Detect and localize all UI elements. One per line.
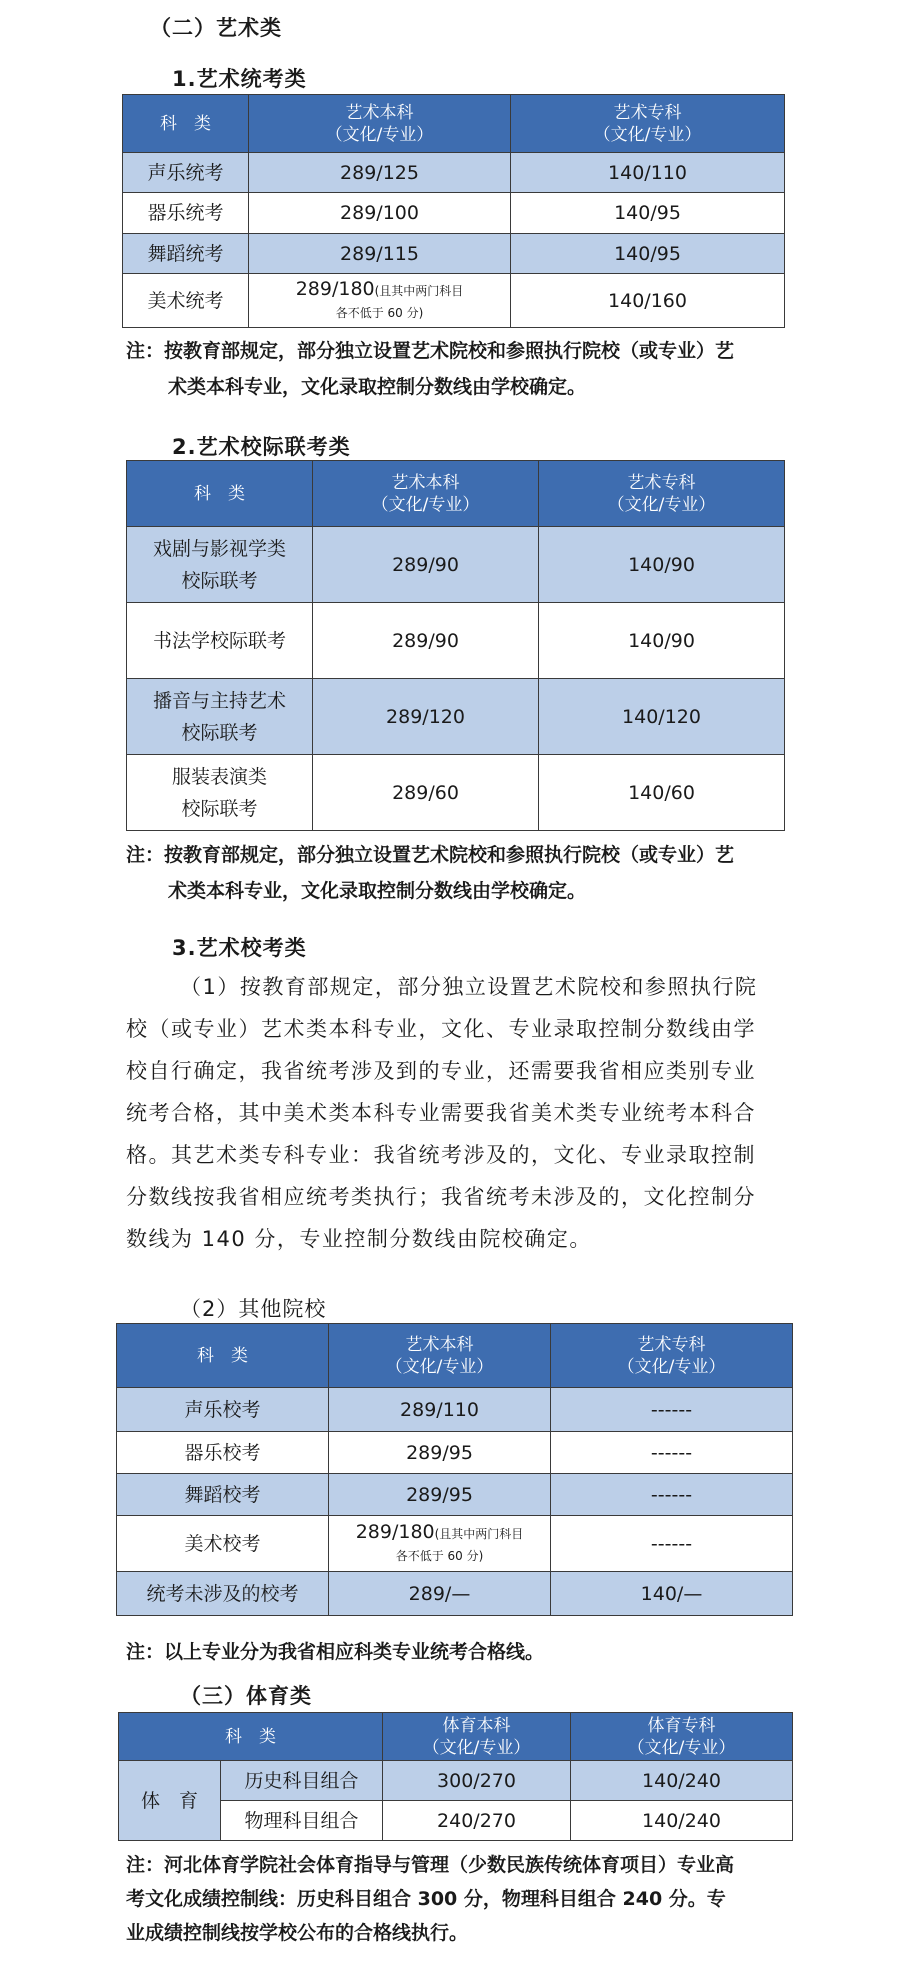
table-sports [118, 1712, 793, 1841]
cell-college: 140/240 [571, 1801, 793, 1841]
art-school-exam-paragraph [126, 966, 826, 1260]
cell-category: 播音与主持艺术 校际联考 [127, 679, 313, 755]
cell-college: ------ [551, 1432, 793, 1474]
table-row [117, 1432, 793, 1474]
cell-category: 书法学校际联考 [127, 603, 313, 679]
cell-value: 289/180 [295, 277, 375, 300]
para-line: 校自行确定，我省统考涉及到的专业，还需要我省相应类别专业 [126, 1059, 756, 1083]
table2-title: 2.艺术校际联考类 [172, 435, 351, 459]
other-schools-title: （2）其他院校 [180, 1297, 327, 1321]
note-line: 考文化成绩控制线：历史科目组合 300 分，物理科目组合 240 分。专 [126, 1888, 726, 1910]
cell-undergrad: 289/125 [249, 153, 511, 193]
table-header-row [127, 461, 785, 527]
cell-college: 140/95 [511, 193, 785, 234]
table-row [127, 755, 785, 831]
table-row [117, 1474, 793, 1516]
table1-note-line1: 注：按教育部规定，部分独立设置艺术院校和参照执行院校（或专业）艺 [126, 340, 735, 362]
cell-undergrad: 289/— [329, 1572, 551, 1616]
cell-college: ------ [551, 1516, 793, 1572]
cell-undergrad: 240/270 [383, 1801, 571, 1841]
cell-undergrad: 289/115 [249, 234, 511, 274]
cell-sports-category: 体 育 [119, 1761, 221, 1841]
para-line: 格。其艺术类专科专业：我省统考涉及的，文化、专业录取控制 [126, 1143, 756, 1167]
cell-category: 器乐统考 [123, 193, 249, 234]
table3-title: 3.艺术校考类 [172, 936, 307, 960]
table2-note-line1: 注：按教育部规定，部分独立设置艺术院校和参照执行院校（或专业）艺 [126, 844, 735, 866]
header-category: 科 类 [117, 1324, 329, 1388]
cell-footnote: (且其中两门科目 [374, 283, 464, 298]
cell-footnote-2: 各不低于 60 分) [395, 1548, 484, 1563]
table-header-row [123, 95, 785, 153]
cell-college: ------ [551, 1388, 793, 1432]
table-row [119, 1761, 793, 1801]
section-title-art: （二）艺术类 [150, 16, 282, 40]
cell-category: 统考未涉及的校考 [117, 1572, 329, 1616]
header-undergrad: 艺术本科 （文化/专业） [313, 461, 539, 527]
table-row [123, 274, 785, 328]
header-college: 体育专科 （文化/专业） [571, 1713, 793, 1761]
cell-college: ------ [551, 1474, 793, 1516]
table-row [123, 153, 785, 193]
cell-category: 舞蹈统考 [123, 234, 249, 274]
cell-subject-combo: 历史科目组合 [221, 1761, 383, 1801]
cell-college: 140/— [551, 1572, 793, 1616]
cell-college: 140/90 [539, 603, 785, 679]
cell-subject-combo: 物理科目组合 [221, 1801, 383, 1841]
cell-undergrad: 289/110 [329, 1388, 551, 1432]
cell-college: 140/60 [539, 755, 785, 831]
table-row [119, 1801, 793, 1841]
header-college: 艺术专科 （文化/专业） [551, 1324, 793, 1388]
cell-category: 美术统考 [123, 274, 249, 328]
table-row [127, 527, 785, 603]
note-line: 注：河北体育学院社会体育指导与管理（少数民族传统体育项目）专业高 [126, 1854, 735, 1876]
table4-note [126, 1848, 846, 1950]
cell-category: 戏剧与影视学类 校际联考 [127, 527, 313, 603]
table-row [123, 234, 785, 274]
cell-footnote-2: 各不低于 60 分) [335, 305, 424, 320]
cell-undergrad: 289/120 [313, 679, 539, 755]
para-line: 校（或专业）艺术类本科专业，文化、专业录取控制分数线由学 [126, 1017, 756, 1041]
cell-category: 舞蹈校考 [117, 1474, 329, 1516]
cell-undergrad [329, 1516, 551, 1572]
cell-undergrad [249, 274, 511, 328]
header-category: 科 类 [119, 1713, 383, 1761]
section-title-sports: （三）体育类 [180, 1684, 312, 1708]
header-college: 艺术专科 （文化/专业） [539, 461, 785, 527]
table3-note: 注：以上专业分为我省相应科类专业统考合格线。 [126, 1641, 545, 1663]
table-row [117, 1572, 793, 1616]
table-row [127, 679, 785, 755]
para-line: 数线为 140 分，专业控制分数线由院校确定。 [126, 1227, 592, 1251]
table-art-joint [126, 460, 785, 831]
table1-title: 1.艺术统考类 [172, 67, 307, 91]
table-row [117, 1388, 793, 1432]
cell-college: 140/120 [539, 679, 785, 755]
cell-category: 美术校考 [117, 1516, 329, 1572]
header-category: 科 类 [127, 461, 313, 527]
cell-undergrad: 289/90 [313, 527, 539, 603]
cell-category: 器乐校考 [117, 1432, 329, 1474]
cell-college: 140/240 [571, 1761, 793, 1801]
cell-college: 140/95 [511, 234, 785, 274]
header-undergrad: 艺术本科 （文化/专业） [329, 1324, 551, 1388]
header-undergrad: 艺术本科 （文化/专业） [249, 95, 511, 153]
cell-category: 声乐校考 [117, 1388, 329, 1432]
header-category: 科 类 [123, 95, 249, 153]
header-college: 艺术专科 （文化/专业） [511, 95, 785, 153]
cell-undergrad: 289/100 [249, 193, 511, 234]
table-row [123, 193, 785, 234]
table-other-schools [116, 1323, 793, 1616]
cell-value: 289/180 [355, 1520, 435, 1543]
cell-college: 140/90 [539, 527, 785, 603]
cell-undergrad: 289/95 [329, 1474, 551, 1516]
table-header-row [117, 1324, 793, 1388]
header-undergrad: 体育本科 （文化/专业） [383, 1713, 571, 1761]
para-line: 统考合格，其中美术类本科专业需要我省美术类专业统考本科合 [126, 1101, 756, 1125]
cell-college: 140/110 [511, 153, 785, 193]
cell-undergrad: 289/95 [329, 1432, 551, 1474]
note-line: 业成绩控制线按学校公布的合格线执行。 [126, 1922, 469, 1944]
cell-undergrad: 300/270 [383, 1761, 571, 1801]
cell-category: 声乐统考 [123, 153, 249, 193]
cell-footnote: (且其中两门科目 [434, 1526, 524, 1541]
table-header-row [119, 1713, 793, 1761]
table1-note-line2: 术类本科专业，文化录取控制分数线由学校确定。 [168, 376, 587, 398]
table-row [127, 603, 785, 679]
table2-note-line2: 术类本科专业，文化录取控制分数线由学校确定。 [168, 880, 587, 902]
table-art-unified [122, 94, 785, 328]
cell-college: 140/160 [511, 274, 785, 328]
para-line: （1）按教育部规定，部分独立设置艺术院校和参照执行院 [180, 975, 758, 999]
cell-undergrad: 289/60 [313, 755, 539, 831]
cell-category: 服装表演类 校际联考 [127, 755, 313, 831]
table-row [117, 1516, 793, 1572]
cell-undergrad: 289/90 [313, 603, 539, 679]
para-line: 分数线按我省相应统考类执行；我省统考未涉及的，文化控制分 [126, 1185, 756, 1209]
